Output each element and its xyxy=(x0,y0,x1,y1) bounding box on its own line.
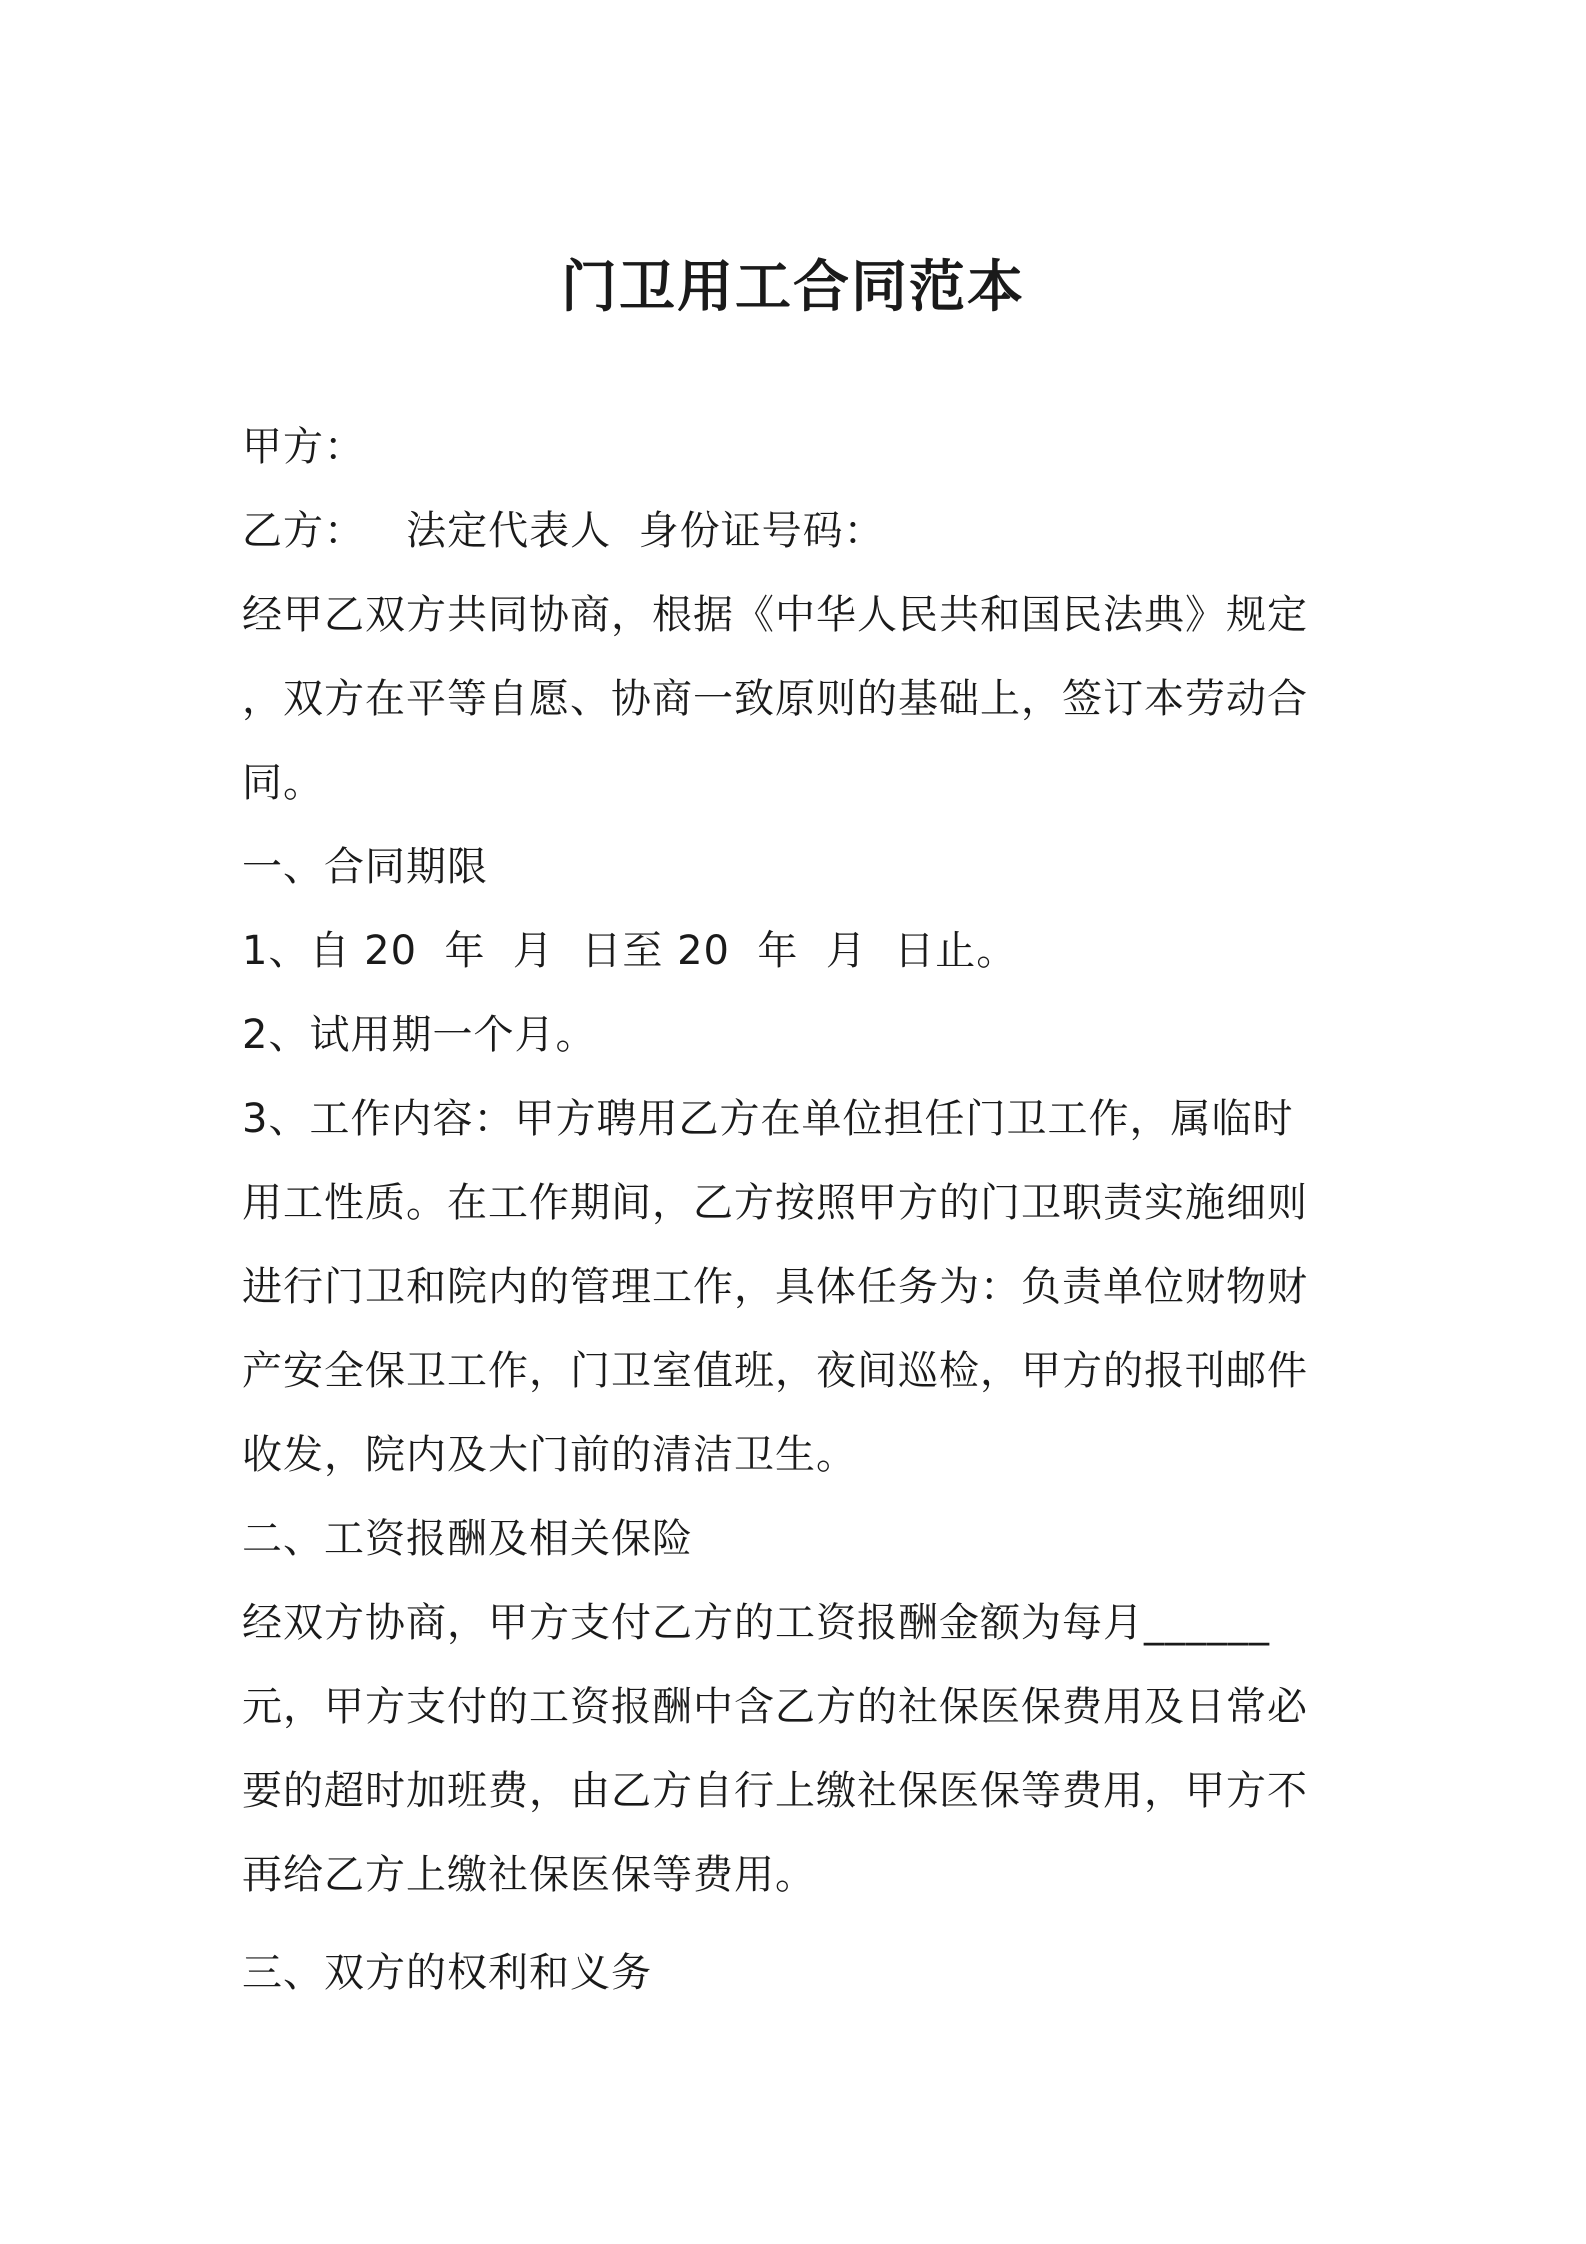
party-b-line: 乙方： 法定代表人 身份证号码： xyxy=(242,508,885,554)
clause-1-3-line-3: 进行门卫和院内的管理工作，具体任务为：负责单位财物财 xyxy=(242,1264,1308,1310)
clause-1-3-line-2: 用工性质。在工作期间，乙方按照甲方的门卫职责实施细则 xyxy=(242,1180,1308,1226)
document-body xyxy=(242,405,1362,2015)
clause-1-3-line-4: 产安全保卫工作，门卫室值班，夜间巡检，甲方的报刊邮件 xyxy=(242,1348,1308,1394)
section-2-line-1: 经双方协商，甲方支付乙方的工资报酬金额为每月______ xyxy=(242,1600,1270,1646)
section-3-heading: 三、双方的权利和义务 xyxy=(242,1950,652,1996)
section-2-line-4: 再给乙方上缴社保医保等费用。 xyxy=(242,1852,816,1898)
clause-1-1: 1、自 20 年 月 日至 20 年 月 日止。 xyxy=(242,928,1018,974)
preamble-line-1: 经甲乙双方共同协商，根据《中华人民共和国民法典》规定 xyxy=(242,592,1308,638)
party-a-line: 甲方： xyxy=(242,424,365,470)
clause-1-3-line-5: 收发，院内及大门前的清洁卫生。 xyxy=(242,1432,857,1478)
clause-1-3-line-1: 3、工作内容：甲方聘用乙方在单位担任门卫工作，属临时 xyxy=(242,1096,1294,1142)
section-2-line-2: 元，甲方支付的工资报酬中含乙方的社保医保费用及日常必 xyxy=(242,1684,1308,1730)
preamble-line-3: 同。 xyxy=(242,760,324,806)
document-title: 门卫用工合同范本 xyxy=(561,255,1025,320)
clause-1-2: 2、试用期一个月。 xyxy=(242,1012,597,1058)
section-2-line-3: 要的超时加班费，由乙方自行上缴社保医保等费用，甲方不 xyxy=(242,1768,1308,1814)
spacer xyxy=(242,1917,1362,1931)
section-1-heading: 一、合同期限 xyxy=(242,844,488,890)
preamble-line-2: ，双方在平等自愿、协商一致原则的基础上，签订本劳动合 xyxy=(242,676,1308,722)
section-2-heading: 二、工资报酬及相关保险 xyxy=(242,1516,693,1562)
